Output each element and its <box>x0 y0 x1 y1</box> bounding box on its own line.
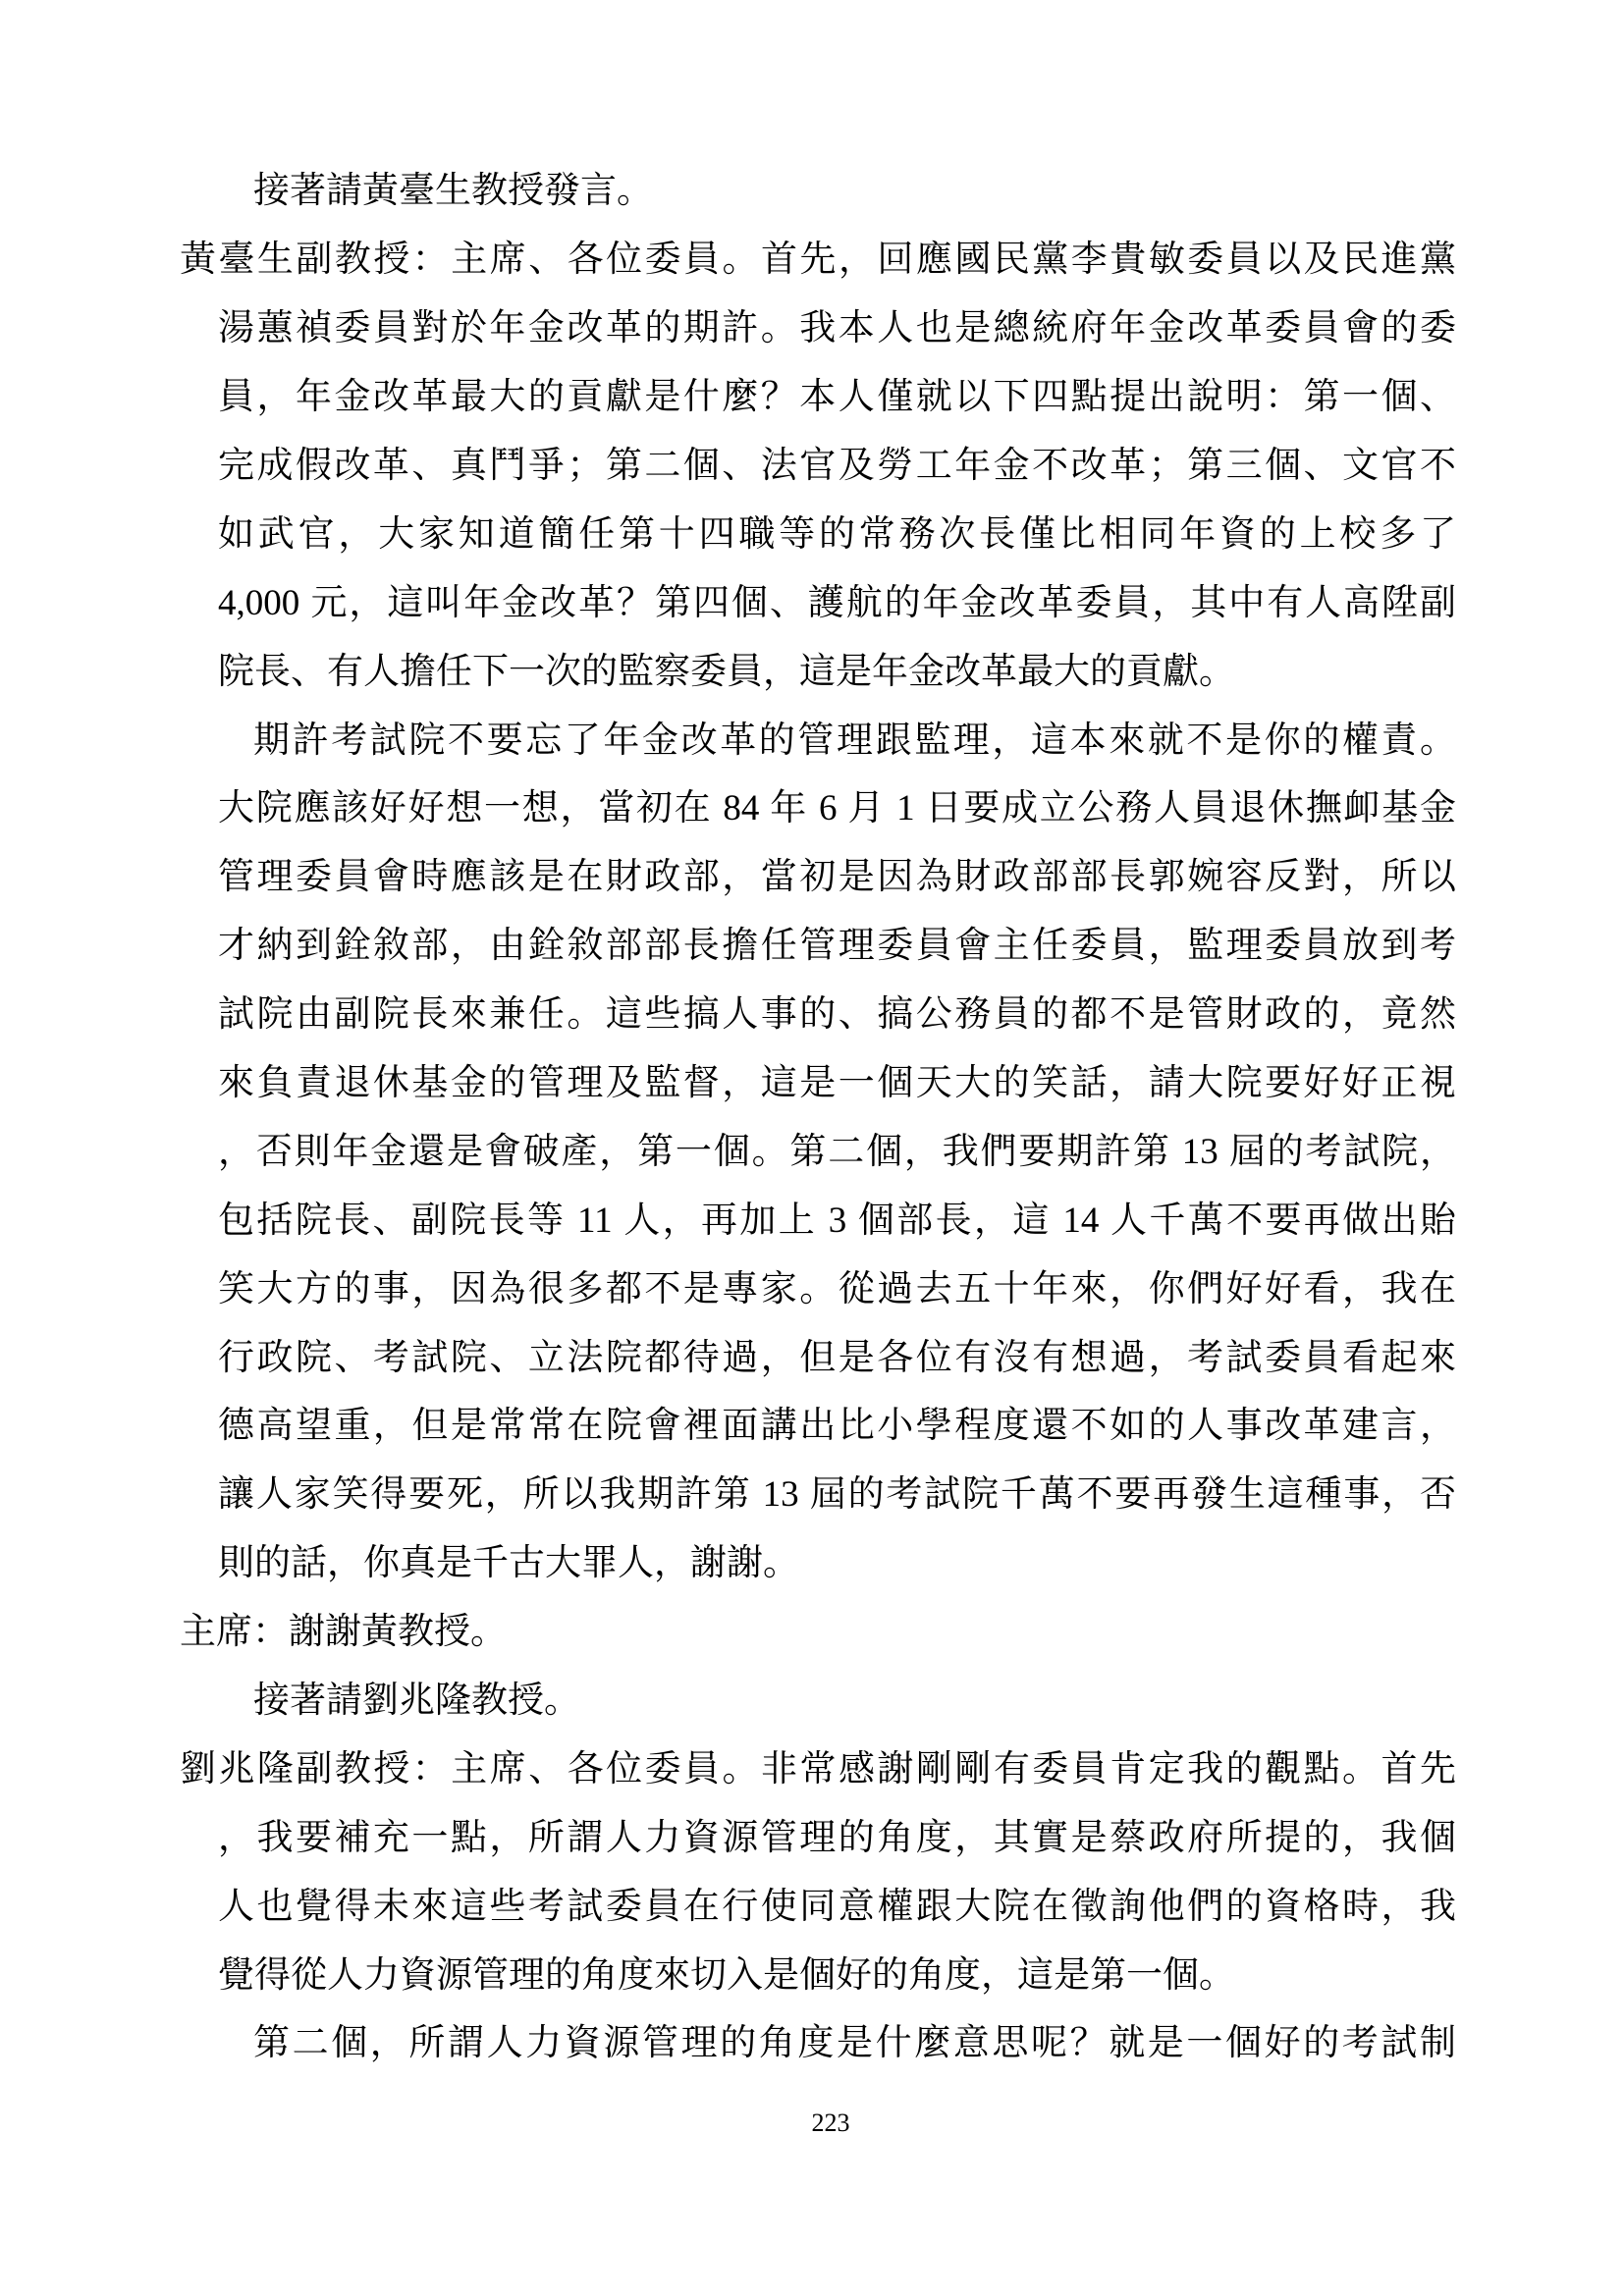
paragraph-line: 管理委員會時應該是在財政部，當初是因為財政部部長郭婉容反對，所以 <box>218 857 1456 897</box>
paragraph-line: 如武官，大家知道簡任第十四職等的常務次長僅比相同年資的上校多了 <box>218 514 1456 555</box>
paragraph-line: 行政院、考試院、立法院都待過，但是各位有沒有想過，考試委員看起來 <box>218 1338 1456 1378</box>
speaker-line: 主席：謝謝黃教授。 <box>180 1612 507 1652</box>
paragraph-line: 大院應該好好想一想，當初在 84 年 6 月 1 日要成立公務人員退休撫卹基金 <box>218 788 1456 828</box>
paragraph-line: 員，年金改革最大的貢獻是什麼？本人僅就以下四點提出說明：第一個、 <box>218 377 1456 417</box>
paragraph-line: ，我要補充一點，所謂人力資源管理的角度，其實是蔡政府所提的，我個 <box>218 1818 1456 1858</box>
page-number: 223 <box>811 2109 850 2137</box>
paragraph-line: 包括院長、副院長等 11 人，再加上 3 個部長，這 14 人千萬不要再做出貽 <box>218 1201 1456 1241</box>
paragraph-line: 完成假改革、真鬥爭；第二個、法官及勞工年金不改革；第三個、文官不 <box>218 446 1456 486</box>
paragraph-line: 讓人家笑得要死，所以我期許第 13 屆的考試院千萬不要再發生這種事，否 <box>218 1474 1456 1515</box>
paragraph-line: 試院由副院長來兼任。這些搞人事的、搞公務員的都不是管財政的，竟然 <box>218 994 1456 1035</box>
paragraph-line: 笑大方的事，因為很多都不是專家。從過去五十年來，你們好好看，我在 <box>218 1269 1456 1309</box>
paragraph-line: 湯蕙禎委員對於年金改革的期許。我本人也是總統府年金改革委員會的委 <box>218 308 1456 348</box>
paragraph-line: ，否則年金還是會破產，第一個。第二個，我們要期許第 13 屆的考試院， <box>218 1132 1456 1172</box>
paragraph-line: 則的話，你真是千古大罪人，謝謝。 <box>218 1543 799 1583</box>
paragraph-line: 院長、有人擔任下一次的監察委員，這是年金改革最大的貢獻。 <box>218 652 1235 692</box>
paragraph-line: 才納到銓敘部，由銓敘部部長擔任管理委員會主任委員，監理委員放到考 <box>218 926 1456 966</box>
speaker-line: 黃臺生副教授：主席、各位委員。首先，回應國民黨李貴敏委員以及民進黨 <box>180 240 1456 280</box>
paragraph-line: 4,000 元，這叫年金改革？第四個、護航的年金改革委員，其中有人高陞副 <box>218 583 1456 623</box>
paragraph-line: 覺得從人力資源管理的角度來切入是個好的角度，這是第一個。 <box>218 1955 1235 1996</box>
speaker-line: 劉兆隆副教授：主席、各位委員。非常感謝剛剛有委員肯定我的觀點。首先 <box>180 1749 1456 1789</box>
paragraph-line: 第二個，所謂人力資源管理的角度是什麼意思呢？就是一個好的考試制 <box>253 2023 1456 2063</box>
paragraph-line: 接著請劉兆隆教授。 <box>253 1681 580 1721</box>
paragraph-line: 人也覺得未來這些考試委員在行使同意權跟大院在徵詢他們的資格時，我 <box>218 1887 1456 1927</box>
paragraph-line: 來負責退休基金的管理及監督，這是一個天大的笑話，請大院要好好正視 <box>218 1063 1456 1103</box>
paragraph-line: 期許考試院不要忘了年金改革的管理跟監理，這本來就不是你的權責。 <box>253 721 1456 761</box>
paragraph-line: 接著請黃臺生教授發言。 <box>253 171 653 211</box>
paragraph-line: 德高望重，但是常常在院會裡面講出比小學程度還不如的人事改革建言， <box>218 1406 1456 1446</box>
